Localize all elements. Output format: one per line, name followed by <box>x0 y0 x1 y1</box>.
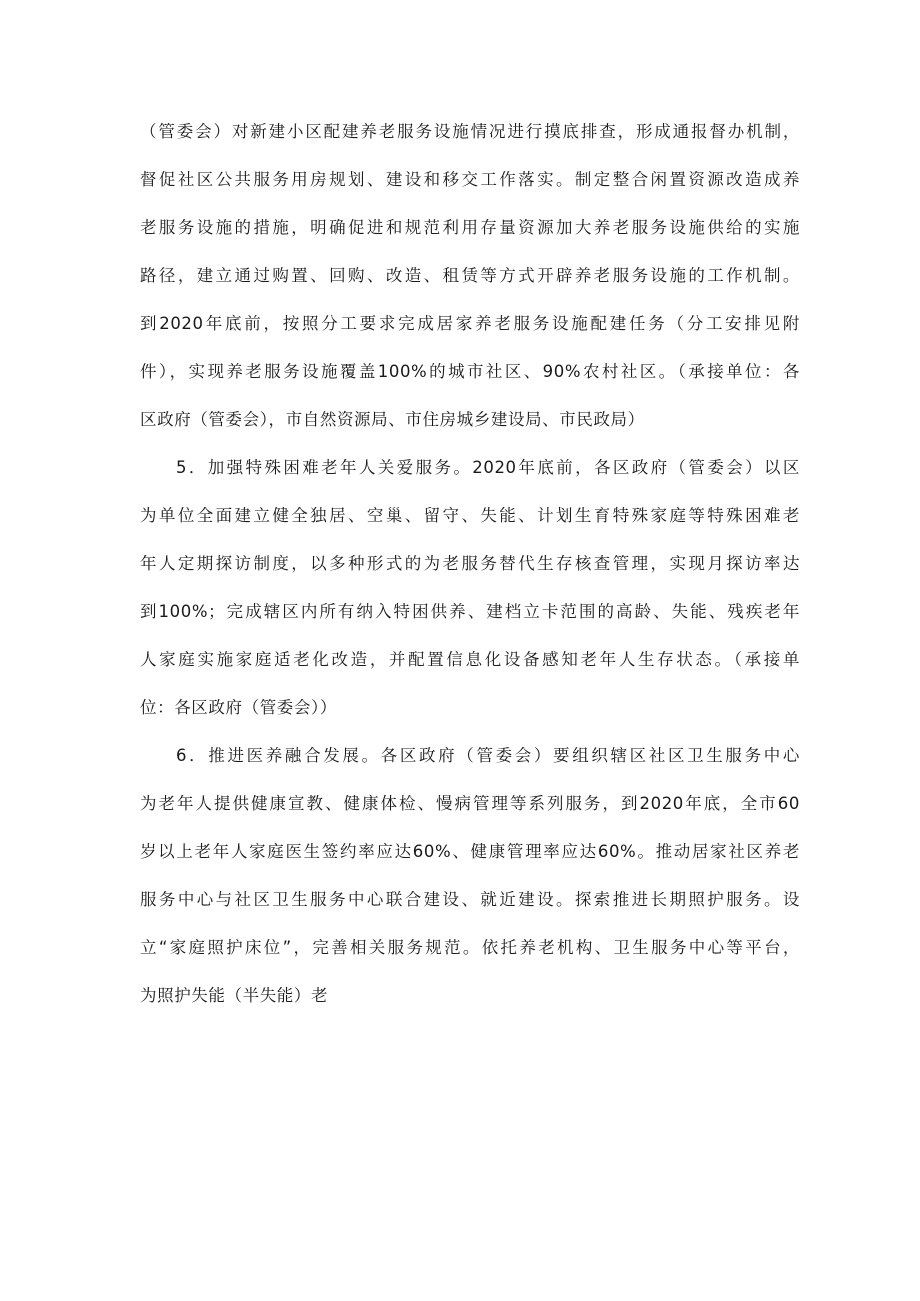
text-line: 区政府（管委会），市自然资源局、市住房城乡建设局、市民政局） <box>140 410 645 429</box>
paragraph-item-6 <box>140 732 800 1020</box>
text-line: 路径，建立通过购置、回购、改造、租赁等方式开辟养老服务设施的工作机制。 <box>140 266 800 285</box>
text-line: 人家庭实施家庭适老化改造，并配置信息化设备感知老年人生存状态。（承接单 <box>140 650 800 669</box>
text-line: 位：各区政府（管委会）） <box>140 698 337 717</box>
text-line: （管委会）对新建小区配建养老服务设施情况进行摸底排查，形成通报督办机制， <box>140 122 800 141</box>
text-line: 督促社区公共服务用房规划、建设和移交工作落实。制定整合闲置资源改造成养 <box>140 170 800 189</box>
paragraph-item-5 <box>140 444 800 732</box>
text-line: 为老年人提供健康宣教、健康体检、慢病管理等系列服务，到2020年底，全市60 <box>140 794 800 813</box>
text-line: 件），实现养老服务设施覆盖100%的城市社区、90%农村社区。（承接单位：各 <box>140 362 800 381</box>
text-line: 到100%；完成辖区内所有纳入特困供养、建档立卡范围的高龄、失能、残疾老年 <box>140 602 800 621</box>
text-line: 岁以上老年人家庭医生签约率应达60%、健康管理率应达60%。推动居家社区养老 <box>140 842 800 861</box>
paragraph-facilities <box>140 108 800 444</box>
text-line: 6．推进医养融合发展。各区政府（管委会）要组织辖区社区卫生服务中心 <box>176 746 800 765</box>
text-line: 到2020年底前，按照分工要求完成居家养老服务设施配建任务（分工安排见附 <box>140 314 800 333</box>
text-line: 为单位全面建立健全独居、空巢、留守、失能、计划生育特殊家庭等特殊困难老 <box>140 506 800 525</box>
text-line: 为照护失能（半失能）老 <box>140 986 329 1005</box>
document-body <box>140 108 800 1020</box>
text-line: 5．加强特殊困难老年人关爱服务。2020年底前，各区政府（管委会）以区 <box>176 458 800 477</box>
text-line: 年人定期探访制度，以多种形式的为老服务替代生存核查管理，实现月探访率达 <box>140 554 800 573</box>
text-line: 服务中心与社区卫生服务中心联合建设、就近建设。探索推进长期照护服务。设 <box>140 890 800 909</box>
text-line: 老服务设施的措施，明确促进和规范利用存量资源加大养老服务设施供给的实施 <box>140 218 800 237</box>
text-line: 立“家庭照护床位”，完善相关服务规范。依托养老机构、卫生服务中心等平台， <box>140 938 800 957</box>
